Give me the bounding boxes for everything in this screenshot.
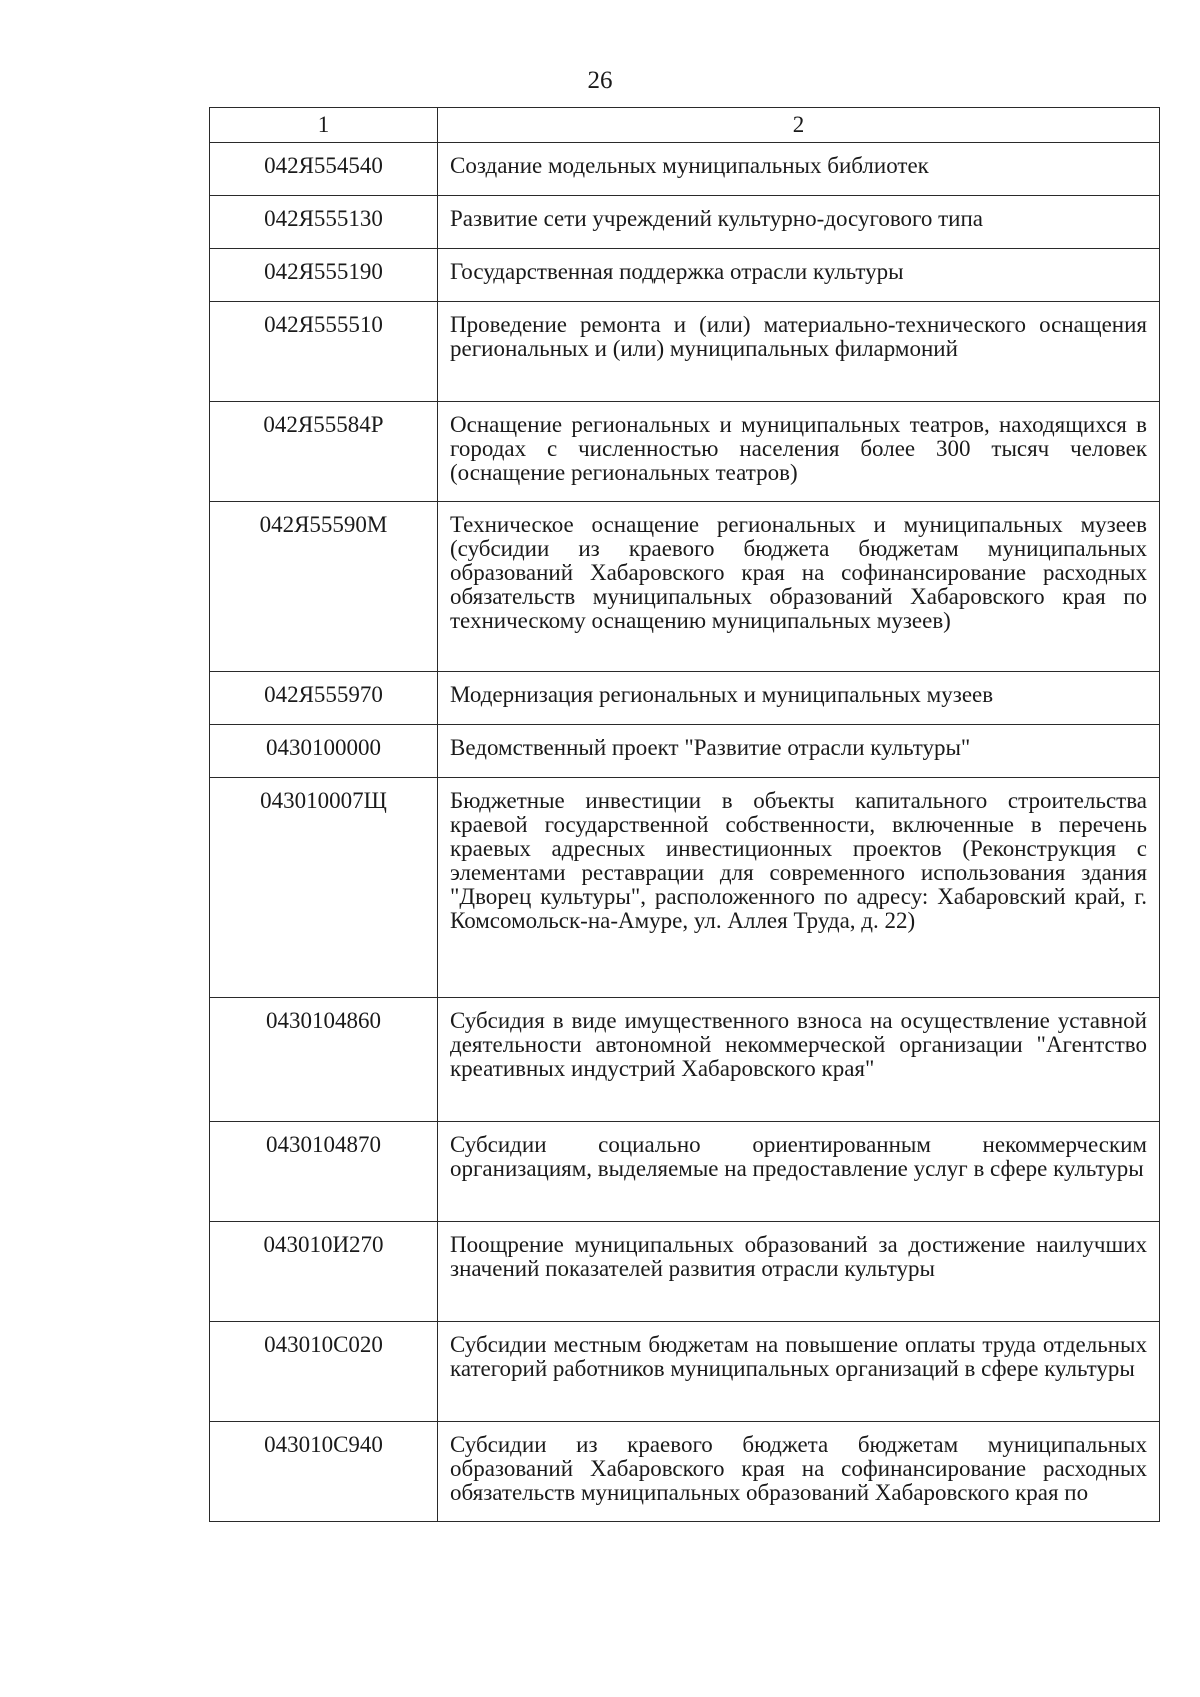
table-row (210, 1422, 1160, 1522)
column-header-name: 2 (438, 108, 1160, 143)
table-row (210, 725, 1160, 778)
table-row (210, 502, 1160, 672)
row-code: 042Я555510 (210, 302, 438, 402)
row-name: Модернизация региональных и муниципальных музеев (438, 672, 1160, 725)
row-name: Субсидии местным бюджетам на повышение оплаты труда отдельных категорий работников муниципальных организаций в сфере культуры (438, 1322, 1160, 1422)
table-row (210, 998, 1160, 1122)
page-number: 26 (587, 67, 613, 94)
row-code: 043010007Щ (210, 778, 438, 998)
row-code: 0430104860 (210, 998, 438, 1122)
row-code: 043010И270 (210, 1222, 438, 1322)
table-row (210, 196, 1160, 249)
row-name: Ведомственный проект "Развитие отрасли культуры" (438, 725, 1160, 778)
row-code: 043010С940 (210, 1422, 438, 1522)
row-name: Поощрение муниципальных образований за достижение наилучших значений показателей развития отрасли культуры (438, 1222, 1160, 1322)
row-name: Государственная поддержка отрасли культуры (438, 249, 1160, 302)
table-row (210, 1122, 1160, 1222)
row-code: 042Я55584Р (210, 402, 438, 502)
row-code: 042Я55590М (210, 502, 438, 672)
row-code: 042Я555130 (210, 196, 438, 249)
table-row (210, 672, 1160, 725)
row-name: Развитие сети учреждений культурно-досугового типа (438, 196, 1160, 249)
row-name: Субсидии из краевого бюджета бюджетам муниципальных образований Хабаровского края на софинансирование расходных обязательств муниципальных образований Хабаровского края по (438, 1422, 1160, 1522)
row-name: Техническое оснащение региональных и муниципальных музеев (субсидии из краевого бюджета бюджетам муниципальных образований Хабаровского края на софинансирование расходных обязательств муниципальных образований Хабаровского края по техническому оснащению муниципальных музеев) (438, 502, 1160, 672)
column-header-code: 1 (210, 108, 438, 143)
table-row (210, 1222, 1160, 1322)
row-name: Субсидия в виде имущественного взноса на осуществление уставной деятельности автономной некоммерческой организации "Агентство креативных индустрий Хабаровского края" (438, 998, 1160, 1122)
row-name: Оснащение региональных и муниципальных театров, находящихся в городах с численностью населения более 300 тысяч человек (оснащение региональных театров) (438, 402, 1160, 502)
table-row (210, 249, 1160, 302)
row-name: Субсидии социально ориентированным некоммерческим организациям, выделяемые на предоставление услуг в сфере культуры (438, 1122, 1160, 1222)
row-name: Проведение ремонта и (или) материально-технического оснащения региональных и (или) муниципальных филармоний (438, 302, 1160, 402)
row-name: Бюджетные инвестиции в объекты капитального строительства краевой государственной собственности, включенные в перечень краевых адресных инвестиционных проектов (Реконструкция с элементами реставрации для современного использования здания "Дворец культуры", расположенного по адресу: Хабаровский край, г. Комсомольск-на-Амуре, ул. Аллея Труда, д. 22) (438, 778, 1160, 998)
row-name: Создание модельных муниципальных библиотек (438, 143, 1160, 196)
row-code: 0430104870 (210, 1122, 438, 1222)
row-code: 0430100000 (210, 725, 438, 778)
row-code: 042Я554540 (210, 143, 438, 196)
row-code: 043010С020 (210, 1322, 438, 1422)
table-header-row (210, 108, 1160, 143)
budget-code-table (209, 107, 1160, 1522)
table-row (210, 302, 1160, 402)
table-row (210, 143, 1160, 196)
row-code: 042Я555970 (210, 672, 438, 725)
table-row (210, 402, 1160, 502)
table-row (210, 778, 1160, 998)
table-row (210, 1322, 1160, 1422)
row-code: 042Я555190 (210, 249, 438, 302)
